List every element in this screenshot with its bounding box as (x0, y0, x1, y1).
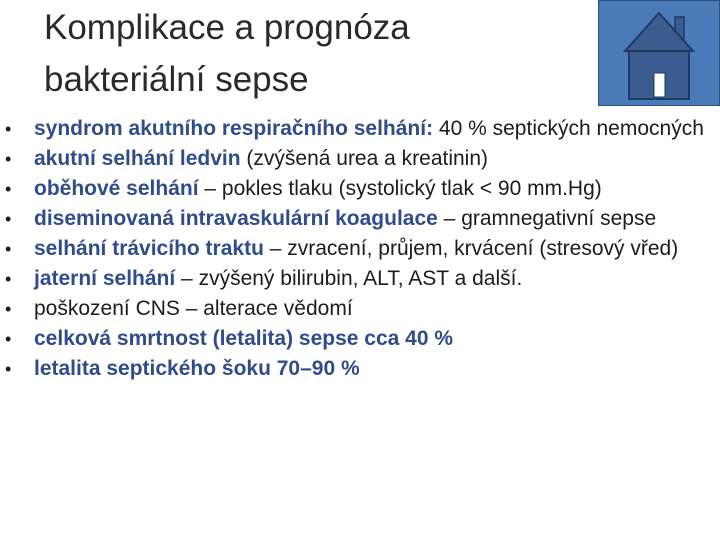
bullet-icon: • (5, 209, 12, 229)
item-bold: celková smrtnost (letalita) sepse cca 40 % (34, 327, 454, 350)
item-text: – gramnegativní sepse (437, 207, 657, 230)
list-item (0, 326, 715, 352)
bullet-icon: • (5, 359, 12, 379)
list-item (0, 206, 715, 232)
item-text: (zvýšená urea a kreatinin) (240, 147, 489, 170)
item-bold: selhání trávicího traktu (34, 237, 264, 260)
item-bold: jaterní selhání (34, 267, 176, 290)
home-button[interactable] (598, 0, 720, 106)
list-item (0, 236, 715, 262)
bullet-icon: • (5, 239, 12, 259)
list-item (0, 356, 715, 382)
item-bold: diseminovaná intravaskulární koagulace (34, 207, 438, 230)
bullet-list (0, 116, 715, 386)
item-text: poškození CNS – alterace vědomí (34, 297, 353, 320)
bullet-icon: • (5, 329, 12, 349)
bullet-icon: • (5, 149, 12, 169)
item-text: – zvracení, průjem, krvácení (stresový vřed) (263, 237, 679, 260)
item-bold: oběhové selhání (34, 177, 199, 200)
bullet-icon: • (5, 299, 12, 319)
item-text: – zvýšený bilirubin, ALT, AST a další. (175, 267, 523, 290)
list-item (0, 116, 715, 142)
list-item (0, 176, 715, 202)
item-text: – pokles tlaku (systolický tlak < 90 mm.Hg) (198, 177, 602, 200)
item-bold: letalita septického šoku 70–90 % (34, 357, 360, 380)
item-text: 40 % septických nemocných (433, 117, 704, 140)
title-line-2: bakteriální sepse (44, 60, 309, 99)
list-item (0, 296, 715, 322)
bullet-icon: • (5, 119, 12, 139)
list-item (0, 146, 715, 172)
bullet-icon: • (5, 269, 12, 289)
item-bold: akutní selhání ledvin (34, 147, 241, 170)
page-title (44, 2, 410, 106)
list-item (0, 266, 715, 292)
home-icon (599, 1, 719, 105)
item-bold: syndrom akutního respiračního selhání: (34, 117, 434, 140)
bullet-icon: • (5, 179, 12, 199)
title-line-1: Komplikace a prognóza (44, 8, 410, 47)
